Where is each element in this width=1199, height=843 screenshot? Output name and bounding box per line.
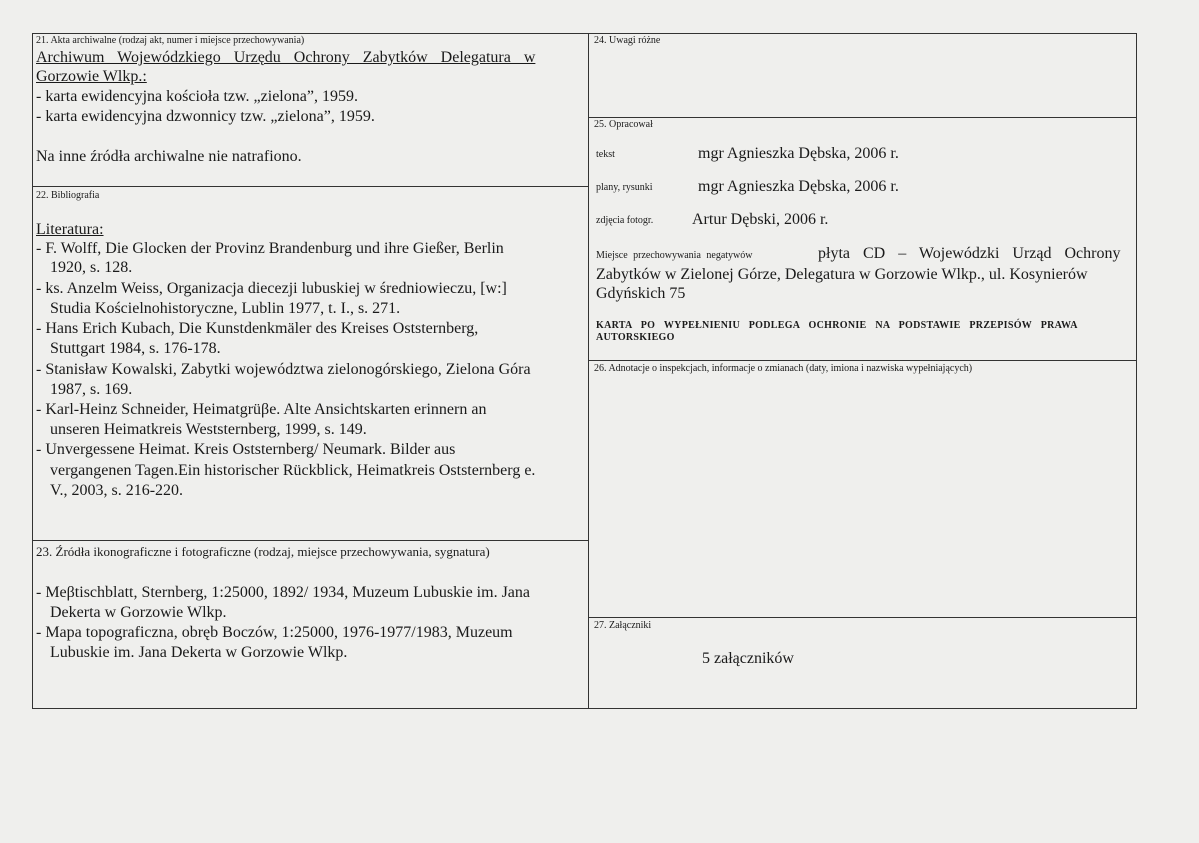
copyright-notice-line1: KARTA PO WYPEŁNIENIU PODLEGA OCHRONIE NA PODSTAWIE PRZEPISÓW PRAWA: [596, 320, 1078, 331]
archive-note: Na inne źródła archiwalne nie natrafiono.: [36, 148, 302, 165]
bib-line: unseren Heimatkreis Weststernberg, 1999, s. 149.: [50, 421, 367, 438]
bib-line: vergangenen Tagen.Ein historischer Rückblick, Heimatkreis Oststernberg e.: [50, 462, 536, 479]
bib-line: V., 2003, s. 216-220.: [50, 482, 184, 499]
bib-line: - F. Wolff, Die Glocken der Provinz Brandenburg und ihre Gießer, Berlin: [36, 240, 504, 257]
section-22-label: 22. Bibliografia: [36, 190, 100, 201]
miejsce-value-line2: Zabytków w Zielonej Górze, Delegatura w Gorzowie Wlkp., ul. Kosynierów: [596, 266, 1088, 283]
archive-item-1: - karta ewidencyjna kościoła tzw. „zielona”, 1959.: [36, 88, 358, 105]
icono-line: - Meβtischblatt, Sternberg, 1:25000, 1892/ 1934, Muzeum Lubuskie im. Jana: [36, 584, 530, 601]
attachments-count: 5 załączników: [702, 650, 794, 667]
plany-label: plany, rysunki: [596, 182, 653, 193]
divider-22-23: [32, 540, 588, 541]
literature-heading: Literatura:: [36, 221, 104, 238]
archive-name-line1: Archiwum Wojewódzkiego Urzędu Ochrony Zabytków Delegatura w: [36, 49, 536, 66]
miejsce-value-line1: płyta CD – Wojewódzki Urząd Ochrony: [818, 245, 1121, 262]
bib-line: 1987, s. 169.: [50, 381, 133, 398]
bib-line: Stuttgart 1984, s. 176-178.: [50, 340, 221, 357]
tekst-label: tekst: [596, 149, 615, 160]
icono-line: Dekerta w Gorzowie Wlkp.: [50, 604, 227, 621]
archive-item-2: - karta ewidencyjna dzwonnicy tzw. „zielona”, 1959.: [36, 108, 375, 125]
column-divider: [588, 33, 589, 709]
miejsce-value-line3: Gdyńskich 75: [596, 285, 686, 302]
section-27-label: 27. Załączniki: [594, 620, 652, 631]
bib-line: Studia Kościelnohistoryczne, Lublin 1977, t. I., s. 271.: [50, 300, 401, 317]
section-25-label: 25. Opracował: [594, 119, 653, 130]
divider-24-25: [588, 117, 1137, 118]
section-24-label: 24. Uwagi różne: [594, 35, 661, 46]
bib-line: - Unvergessene Heimat. Kreis Oststernberg/ Neumark. Bilder aus: [36, 441, 456, 458]
section-23-label: 23. Źródła ikonograficzne i fotograficzne (rodzaj, miejsce przechowywania, sygnatura): [36, 544, 490, 559]
icono-line: - Mapa topograficzna, obręb Boczów, 1:25000, 1976-1977/1983, Muzeum: [36, 624, 513, 641]
archive-name-line2: Gorzowie Wlkp.:: [36, 68, 147, 85]
bib-line: - ks. Anzelm Weiss, Organizacja diecezji lubuskiej w średniowieczu, [w:]: [36, 280, 507, 297]
bib-line: - Karl-Heinz Schneider, Heimatgrüβe. Alte Ansichtskarten erinnern an: [36, 401, 487, 418]
icono-line: Lubuskie im. Jana Dekerta w Gorzowie Wlkp.: [50, 644, 348, 661]
divider-25-26: [588, 360, 1137, 361]
divider-26-27: [588, 617, 1137, 618]
bib-line: - Hans Erich Kubach, Die Kunstdenkmäler des Kreises Oststernberg,: [36, 320, 479, 337]
copyright-notice-line2: AUTORSKIEGO: [596, 332, 675, 343]
section-26-label: 26. Adnotacje o inspekcjach, informacje o zmianach (daty, imiona i nazwiska wypełniających): [594, 363, 973, 374]
plany-value: mgr Agnieszka Dębska, 2006 r.: [698, 178, 899, 195]
miejsce-label: Miejsce przechowywania negatywów: [596, 250, 753, 261]
bib-line: 1920, s. 128.: [50, 259, 133, 276]
bib-line: - Stanisław Kowalski, Zabytki województwa zielonogórskiego, Zielona Góra: [36, 361, 531, 378]
zdjecia-value: Artur Dębski, 2006 r.: [692, 211, 829, 228]
tekst-value: mgr Agnieszka Dębska, 2006 r.: [698, 145, 899, 162]
section-21-label: 21. Akta archiwalne (rodzaj akt, numer i miejsce przechowywania): [36, 35, 305, 46]
divider-21-22: [32, 186, 588, 187]
zdjecia-label: zdjęcia fotogr.: [596, 215, 654, 226]
